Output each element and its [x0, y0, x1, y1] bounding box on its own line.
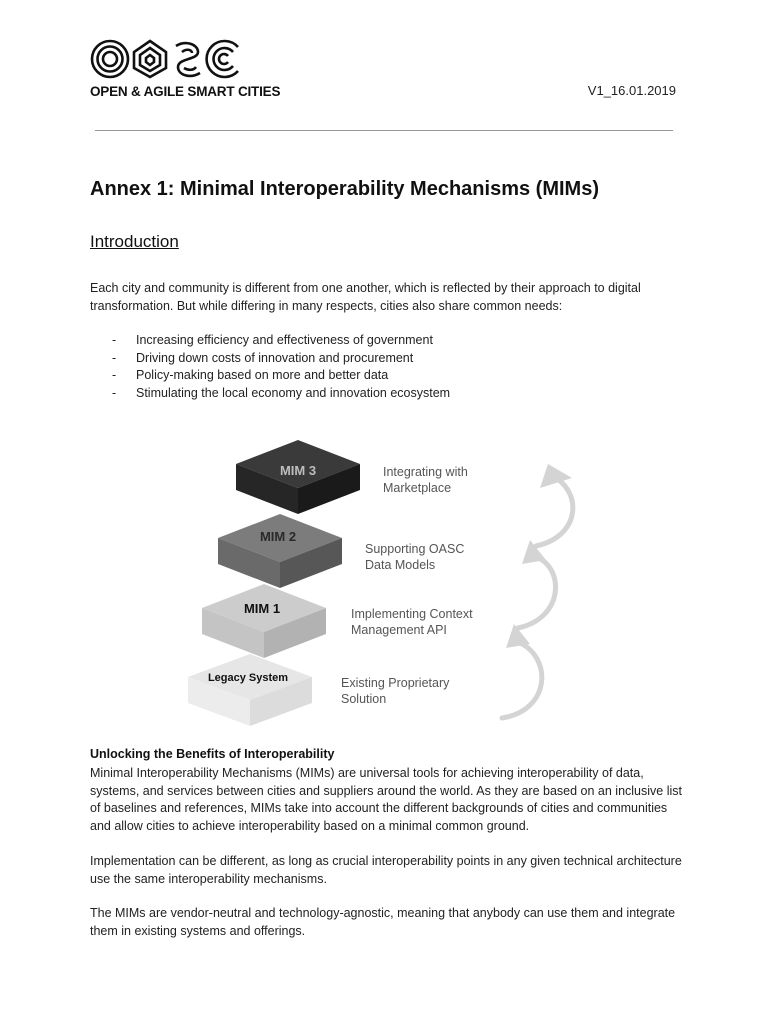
- legacy-system-description-line-2: Solution: [341, 692, 387, 706]
- body-paragraph: The MIMs are vendor-neutral and technology-agnostic, meaning that anybody can use them and integrate them in existing systems and offerings.: [90, 906, 676, 938]
- oasc-logo: [90, 38, 281, 106]
- document-version: V1_16.01.2019: [587, 83, 676, 98]
- header-divider: [95, 130, 673, 131]
- mim-2-description-line-1: Supporting OASC: [365, 542, 465, 556]
- oasc-logo-mark: [90, 38, 250, 82]
- mim-2-label: MIM 2: [259, 529, 297, 544]
- intro-paragraph: Each city and community is different from one another, which is reflected by their approach to digital transformation. But while differing in many respects, cities also share common needs:: [90, 281, 641, 313]
- mim-1-description-line-1: Implementing Context: [351, 607, 473, 621]
- arrow-up-icon: [502, 642, 542, 718]
- arrow-up-icon: [518, 556, 556, 628]
- list-item: - Stimulating the local economy and innovation ecosystem: [112, 385, 450, 403]
- mim-3-description-line-1: Integrating with: [383, 465, 468, 479]
- document-title: Annex 1: Minimal Interoperability Mechanisms (MIMs): [90, 178, 599, 200]
- legacy-system-label: Legacy System: [207, 672, 289, 684]
- logo-wordmark: OPEN & AGILE SMART CITIES: [90, 84, 281, 99]
- body-paragraph: Minimal Interoperability Mechanisms (MIMs) are universal tools for achieving interoperability of data, systems, and services between cities and suppliers around the world. As they are based on an inclusive list of baselines and references, MIMs take into account the different backgrounds of cities and communities and allow cities to achieve interoperability based on a minimal common ground.: [90, 766, 682, 833]
- legacy-system-description-line-1: Existing Proprietary: [341, 676, 450, 690]
- mim-stack-diagram: [180, 430, 600, 730]
- mim-2-description-line-2: Data Models: [365, 558, 436, 572]
- mim-1-description-line-2: Management API: [351, 623, 447, 637]
- arrowhead-icon: [540, 464, 572, 488]
- list-item: - Increasing efficiency and effectiveness of government: [112, 332, 450, 350]
- common-needs-list: [112, 332, 450, 402]
- mim-1-block: [202, 584, 326, 658]
- mim-2-block: [218, 514, 342, 588]
- introduction-heading: Introduction: [90, 232, 179, 251]
- mim-1-label: MIM 1: [243, 601, 281, 616]
- mim-3-description-line-2: Marketplace: [383, 481, 452, 495]
- list-item: - Policy-making based on more and better data: [112, 367, 450, 385]
- list-item: - Driving down costs of innovation and procurement: [112, 350, 450, 368]
- mim-3-label: MIM 3: [279, 463, 317, 478]
- body-paragraph: Implementation can be different, as long as crucial interoperability points in any given technical architecture use the same interoperability mechanisms.: [90, 854, 682, 886]
- benefits-heading: Unlocking the Benefits of Interoperability: [90, 747, 335, 761]
- legacy-system-block: [188, 654, 312, 726]
